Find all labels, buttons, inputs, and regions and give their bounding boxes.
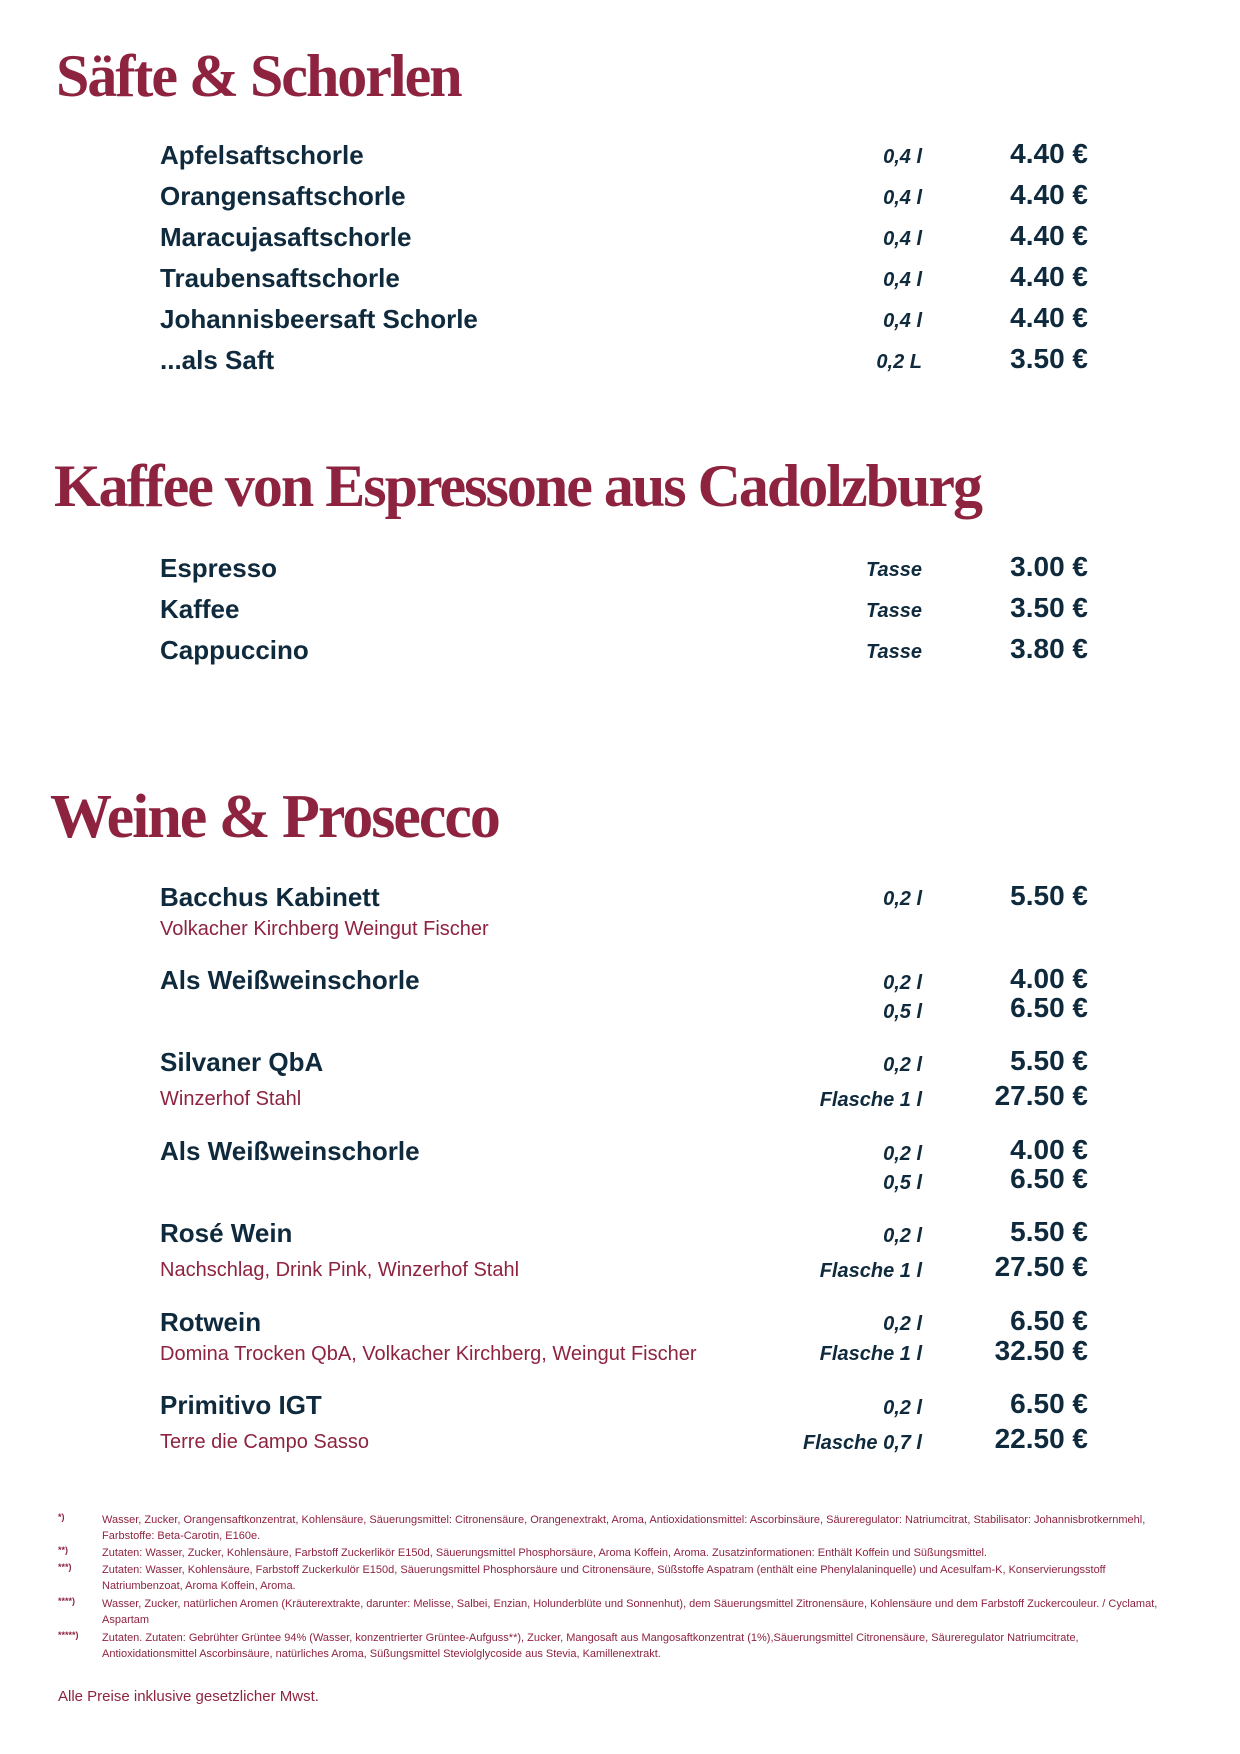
item-size: Flasche 0,7 l xyxy=(803,1432,922,1454)
item-subtitle: Volkacher Kirchberg Weingut Fischer xyxy=(160,918,489,940)
item-price: 4.40 € xyxy=(1010,138,1088,169)
item-name: Kaffee xyxy=(160,594,240,624)
item-price: 5.50 € xyxy=(1010,1045,1088,1076)
item-size: 0,2 l xyxy=(883,1054,922,1076)
item-size: Tasse xyxy=(866,559,922,581)
footnote-mark: ***) xyxy=(58,1562,72,1572)
item-price: 32.50 € xyxy=(994,1335,1088,1366)
item-size: 0,2 l xyxy=(883,972,922,994)
item-subtitle: Terre die Campo Sasso xyxy=(160,1431,369,1453)
item-price: 4.00 € xyxy=(1010,1134,1088,1165)
item-size: 0,2 L xyxy=(876,351,922,373)
item-name: Primitivo IGT xyxy=(160,1390,322,1420)
item-size: 0,4 l xyxy=(883,146,922,168)
item-size: Flasche 1 l xyxy=(819,1260,922,1282)
item-price: 3.50 € xyxy=(1010,592,1088,623)
item-size: 0,4 l xyxy=(883,269,922,291)
footnote-mark: *) xyxy=(58,1512,65,1522)
item-name: Maracujasaftschorle xyxy=(160,222,412,252)
footnote-text: Wasser, Zucker, natürlichen Aromen (Kräuterextrakte, darunter: Melisse, Salbei, Enzian, Holunderblüte und Sonnenhut), dem Säuerungsmittel Zitronensäure, Kohlensäure und dem Farbstoff Zuckercouleur. / Cyclamat, Aspartam xyxy=(102,1598,1158,1626)
section-title-saefte: Säfte & Schorlen xyxy=(56,43,461,109)
item-subtitle: Nachschlag, Drink Pink, Winzerhof Stahl xyxy=(160,1259,520,1281)
item-price: 22.50 € xyxy=(994,1423,1088,1454)
item-name: Orangensaftschorle xyxy=(160,181,406,211)
item-name: Johannisbeersaft Schorle xyxy=(160,304,478,334)
item-price: 3.50 € xyxy=(1010,343,1088,374)
item-size: Flasche 1 l xyxy=(819,1089,922,1111)
item-price: 4.00 € xyxy=(1010,963,1088,994)
item-size: Tasse xyxy=(866,600,922,622)
item-subtitle: Winzerhof Stahl xyxy=(160,1088,302,1110)
item-size: 0,2 l xyxy=(883,1397,922,1419)
item-name: ...als Saft xyxy=(160,345,275,375)
footnote-mark: ****) xyxy=(58,1596,76,1606)
item-name: Rosé Wein xyxy=(160,1218,293,1248)
item-name: Rotwein xyxy=(160,1307,262,1337)
item-price: 27.50 € xyxy=(994,1080,1088,1111)
item-size: 0,2 l xyxy=(883,1225,922,1247)
footnote-mark: *****) xyxy=(58,1630,79,1640)
item-size: 0,5 l xyxy=(883,1172,922,1194)
item-name: Als Weißweinschorle xyxy=(160,965,420,995)
item-size: 0,4 l xyxy=(883,187,922,209)
footnote-mark: **) xyxy=(58,1545,69,1555)
item-name: Als Weißweinschorle xyxy=(160,1136,420,1166)
section-title-kaffee: Kaffee von Espressone aus Cadolzburg xyxy=(54,453,981,519)
item-price: 4.40 € xyxy=(1010,261,1088,292)
footnote-text: Zutaten: Wasser, Kohlensäure, Farbstoff Zuckerkulör E150d, Säuerungsmittel Phosphorsäure und Citronensäure, Süßstoffe Aspatram (enthält eine Phenylalaninquelle) und Acesulfam-K, Konservierungsstoff Natriumbenzoat, Aroma Koffein, Aroma. xyxy=(102,1564,1106,1592)
item-price: 4.40 € xyxy=(1010,220,1088,251)
item-size: Flasche 1 l xyxy=(819,1343,922,1365)
item-price: 4.40 € xyxy=(1010,302,1088,333)
item-price: 3.00 € xyxy=(1010,551,1088,582)
item-size: 0,4 l xyxy=(883,310,922,332)
vat-note: Alle Preise inklusive gesetzlicher Mwst. xyxy=(58,1688,319,1705)
item-size: Tasse xyxy=(866,641,922,663)
item-size: 0,4 l xyxy=(883,228,922,250)
item-size: 0,2 l xyxy=(883,1313,922,1335)
item-price: 4.40 € xyxy=(1010,179,1088,210)
item-name: Cappuccino xyxy=(160,635,309,665)
item-size: 0,5 l xyxy=(883,1001,922,1023)
item-size: 0,2 l xyxy=(883,1143,922,1165)
item-price: 6.50 € xyxy=(1010,992,1088,1023)
item-subtitle: Domina Trocken QbA, Volkacher Kirchberg, Weingut Fischer xyxy=(160,1343,697,1365)
item-size: 0,2 l xyxy=(883,888,922,910)
footnote-text: Wasser, Zucker, Orangensaftkonzentrat, Kohlensäure, Säuerungsmittel: Citronensäure, Orangenextrakt, Aroma, Antioxidationsmittel: Ascorbinsäure, Säureregulator: Natriumcitrat, Stabilisator: Johannisbrotkernmehl, Farbstoffe: Beta-Carotin, E160e. xyxy=(102,1514,1146,1542)
item-name: Traubensaftschorle xyxy=(160,263,400,293)
item-price: 3.80 € xyxy=(1010,633,1088,664)
item-price: 6.50 € xyxy=(1010,1305,1088,1336)
item-name: Bacchus Kabinett xyxy=(160,882,380,912)
item-name: Silvaner QbA xyxy=(160,1047,324,1077)
section-title-weine: Weine & Prosecco xyxy=(50,783,499,851)
item-price: 27.50 € xyxy=(994,1251,1088,1282)
item-name: Apfelsaftschorle xyxy=(160,140,364,170)
item-price: 6.50 € xyxy=(1010,1163,1088,1194)
footnote-text: Zutaten. Zutaten: Gebrühter Grüntee 94% (Wasser, konzentrierter Grüntee-Aufguss**), Zucker, Mangosaft aus Mangosaftkonzentrat (1%),Säuerungsmittel Citronensäure, Säureregulator Natriumcitrate, Antioxidationsmittel Ascorbinsäure, natürliches Aroma, Süßungsmittel Steviolglycoside aus Stevia, Kamillenextrakt. xyxy=(102,1632,1079,1660)
item-price: 5.50 € xyxy=(1010,1216,1088,1247)
footnote-text: Zutaten: Wasser, Zucker, Kohlensäure, Farbstoff Zuckerlikör E150d, Säuerungsmittel Phosphorsäure, Aroma Koffein, Aroma. Zusatzinformationen: Enthält Koffein und Süßungsmittel. xyxy=(102,1547,987,1559)
item-price: 5.50 € xyxy=(1010,880,1088,911)
item-name: Espresso xyxy=(160,553,278,583)
item-price: 6.50 € xyxy=(1010,1388,1088,1419)
